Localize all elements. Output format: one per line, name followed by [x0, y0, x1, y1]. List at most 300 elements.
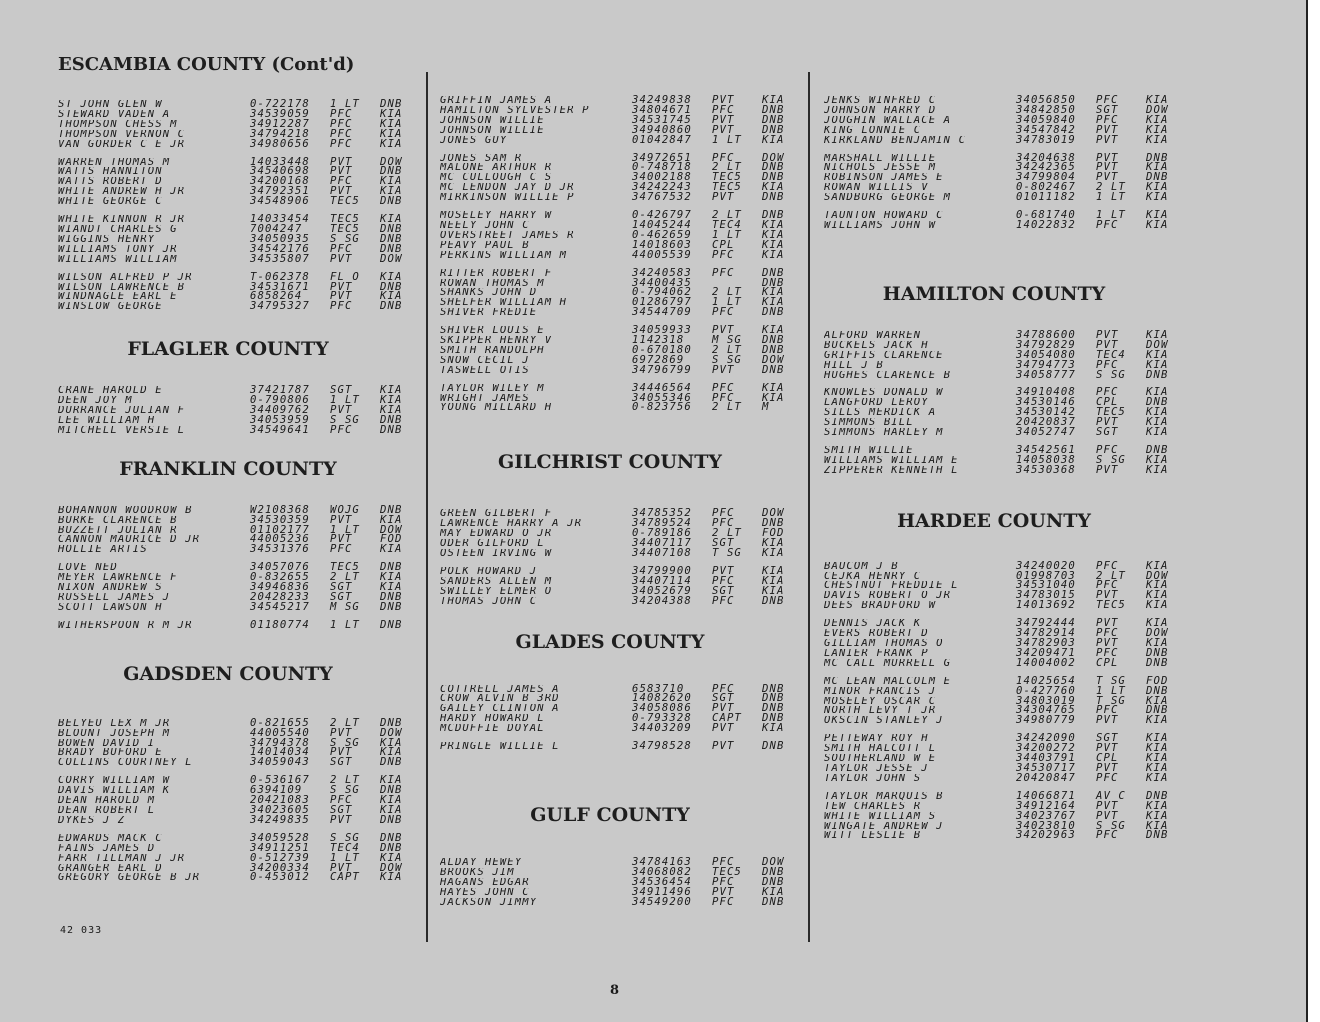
- entry-name: WHITE GEORGE C: [58, 197, 163, 208]
- entry-group: [824, 734, 1184, 784]
- entry-name: HOLLIE ARTIS: [58, 545, 148, 556]
- entry-rank: PFC: [1096, 94, 1119, 106]
- entry-name: OVERSTREET JAMES R: [440, 230, 575, 241]
- casualty-entry: [824, 133, 1184, 146]
- entry-status: KIA: [762, 722, 785, 735]
- entry-name: HUGHES CLARENCE B: [824, 370, 952, 381]
- page-edge: [1306, 0, 1320, 1022]
- county-heading: FRANKLIN COUNTY: [119, 457, 337, 480]
- entry-serial-number: 34549200: [632, 895, 692, 908]
- entry-serial-number: 34549641: [250, 423, 310, 436]
- casualty-entry: [440, 228, 800, 241]
- entry-rank: PVT: [1096, 416, 1119, 429]
- county-heading: GULF COUNTY: [530, 803, 690, 826]
- entry-serial-number: 34785352: [632, 507, 692, 520]
- entry-status: DNB: [762, 191, 785, 204]
- casualty-entry: [824, 706, 1184, 716]
- casualty-entry: [824, 619, 1184, 629]
- entry-rank: TEC5: [330, 195, 360, 208]
- entry-name: CORRY WILLIAM W: [58, 776, 171, 787]
- entry-rank: PVT: [712, 113, 735, 126]
- entry-name: DEEN JOY M: [58, 396, 133, 407]
- entry-serial-number: 34059840: [1016, 113, 1076, 126]
- entry-name: BROOKS JIM: [440, 867, 515, 878]
- casualty-entry: [58, 280, 418, 293]
- entry-serial-number: 44005236: [250, 533, 310, 546]
- entry-serial-number: 34059528: [250, 831, 310, 844]
- column-divider-1: [426, 72, 428, 942]
- entry-rank: PVT: [1096, 328, 1119, 341]
- casualty-entry: [824, 418, 1184, 428]
- entry-status: KIA: [1146, 406, 1169, 419]
- entry-rank: 2 LT: [330, 774, 360, 787]
- entry-serial-number: 34200334: [250, 861, 310, 874]
- entry-status: KIA: [380, 137, 403, 150]
- entry-rank: PVT: [1096, 799, 1119, 812]
- casualty-entry: [824, 629, 1184, 639]
- casualty-entry: [440, 714, 800, 724]
- entry-rank: PFC: [330, 543, 353, 556]
- entry-serial-number: 34788600: [1016, 328, 1076, 341]
- entry-serial-number: 14022832: [1016, 218, 1076, 231]
- casualty-entry: [440, 885, 800, 898]
- entry-status: FOD: [1146, 674, 1169, 687]
- entry-serial-number: 34539059: [250, 107, 310, 120]
- casualty-entry: [440, 288, 800, 298]
- casualty-entry: [58, 523, 418, 536]
- entry-serial-number: 34795327: [250, 300, 310, 313]
- entry-status: KIA: [1146, 617, 1169, 630]
- entry-group: [58, 503, 418, 556]
- entry-rank: PVT: [1096, 171, 1119, 184]
- entry-serial-number: 34912287: [250, 117, 310, 130]
- entry-status: DNB: [380, 756, 403, 769]
- entry-name: THOMPSON CHESS M: [58, 119, 178, 130]
- entry-name: MC LEAN MALCOLM E: [824, 676, 952, 687]
- casualty-entry: [440, 151, 800, 164]
- entry-rank: PFC: [712, 391, 735, 404]
- entry-name: RUSSELL JAMES J: [58, 593, 171, 603]
- entry-group: [58, 618, 418, 631]
- casualty-entry: [440, 539, 800, 549]
- entry-rank: SGT: [712, 584, 735, 597]
- casualty-entry: [824, 453, 1184, 466]
- entry-serial-number: 34798528: [632, 740, 692, 753]
- entry-status: DNB: [762, 865, 785, 878]
- entry-status: DNB: [1146, 171, 1169, 184]
- casualty-entry: [824, 358, 1184, 371]
- casualty-entry: [58, 736, 418, 749]
- entry-status: KIA: [762, 574, 785, 587]
- entry-group: [440, 682, 800, 735]
- entry-name: WILLIAMS JOHN W: [824, 220, 937, 231]
- entry-status: DNB: [1146, 789, 1169, 802]
- entry-status: KIA: [380, 290, 403, 303]
- entry-name: SMITH HALCOTT L: [824, 744, 937, 755]
- entry-rank: TEC5: [712, 865, 742, 878]
- entry-serial-number: 01180774: [250, 618, 310, 631]
- entry-rank: PVT: [330, 252, 353, 265]
- entry-name: DAVIS WILLIAM K: [58, 786, 171, 797]
- entry-rank: S SG: [330, 784, 360, 797]
- entry-status: KIA: [380, 175, 403, 188]
- entry-name: HAMILTON SYLVESTER P: [440, 105, 590, 116]
- entry-name: TAYLOR WILEY M: [440, 383, 545, 394]
- county-section: [440, 421, 800, 606]
- county-section: [824, 96, 1184, 231]
- entry-status: DOW: [762, 855, 785, 868]
- entry-rank: 1 LT: [712, 228, 742, 241]
- entry-status: KIA: [762, 381, 785, 394]
- entry-rank: S SG: [712, 353, 742, 366]
- casualty-entry: [824, 443, 1184, 456]
- entry-rank: SGT: [330, 591, 353, 603]
- entry-name: YOUNG MILLARD H: [440, 403, 553, 414]
- casualty-entry: [824, 338, 1184, 351]
- entry-rank: CPL: [1096, 656, 1119, 669]
- entry-name: WILLIAMS TONY JR: [58, 244, 178, 255]
- page-number: 8: [610, 983, 620, 998]
- entry-rank: 1 LT: [712, 133, 742, 146]
- entry-status: KIA: [762, 218, 785, 231]
- entry-name: MARSHALL WILLIE: [824, 153, 937, 164]
- casualty-entry: [58, 545, 418, 555]
- casualty-entry: [824, 463, 1184, 476]
- entry-name: LANIER FRANK P: [824, 648, 929, 659]
- entry-serial-number: 34912164: [1016, 799, 1076, 812]
- entry-rank: PVT: [1096, 338, 1119, 351]
- entry-rank: PVT: [330, 513, 353, 526]
- entry-rank: TEC5: [1096, 599, 1126, 612]
- entry-serial-number: 34799900: [632, 564, 692, 577]
- entry-status: KIA: [1146, 133, 1169, 146]
- casualty-entry: [58, 137, 418, 150]
- entry-status: KIA: [762, 94, 785, 106]
- entry-group: [824, 674, 1184, 727]
- entry-rank: PFC: [712, 574, 735, 587]
- entry-serial-number: 34842850: [1016, 103, 1076, 116]
- entry-rank: TEC5: [712, 171, 742, 184]
- entry-name: KIRKLAND BENJAMIN C: [824, 135, 967, 146]
- entry-serial-number: 34249835: [250, 813, 310, 826]
- entry-rank: PFC: [712, 895, 735, 908]
- entry-status: KIA: [762, 248, 785, 261]
- entry-group: [440, 326, 800, 376]
- entry-group: [440, 211, 800, 261]
- county-section: [58, 320, 418, 436]
- casualty-entry: [58, 177, 418, 187]
- entry-name: LOVE NED: [58, 563, 118, 574]
- entry-serial-number: 34059043: [250, 756, 310, 769]
- entry-status: KIA: [380, 117, 403, 130]
- entry-rank: PFC: [1096, 559, 1119, 572]
- entry-status: DOW: [1146, 627, 1169, 640]
- casualty-entry: [824, 96, 1184, 106]
- entry-name: MALONE ARTHUR R: [440, 163, 553, 174]
- entry-name: GREEN GILBERT F: [440, 509, 553, 520]
- entry-group: [58, 270, 418, 313]
- entry-status: DNB: [762, 712, 785, 725]
- entry-rank: SGT: [1096, 426, 1119, 439]
- entry-name: DURRANCE JULIAN F: [58, 406, 186, 416]
- entry-status: DNB: [762, 682, 785, 695]
- entry-serial-number: 34783015: [1016, 589, 1076, 602]
- entry-name: BOWEN DAVID I: [58, 738, 156, 749]
- entry-rank: PVT: [1096, 637, 1119, 649]
- entry-name: MEYER LAWRENCE F: [58, 573, 178, 584]
- casualty-entry: [440, 584, 800, 597]
- entry-serial-number: 34055346: [632, 391, 692, 404]
- entry-status: KIA: [1146, 113, 1169, 126]
- entry-rank: PVT: [1096, 714, 1119, 727]
- entry-serial-number: 0-670180: [632, 343, 692, 356]
- entry-status: KIA: [1146, 161, 1169, 174]
- casualty-entry: [824, 569, 1184, 582]
- entry-group: [824, 789, 1184, 842]
- entry-name: ALFORD WARREN: [824, 330, 922, 341]
- entry-serial-number: 34204388: [632, 594, 692, 607]
- entry-serial-number: 34249838: [632, 94, 692, 106]
- entry-name: LEE WILLIAM H: [58, 415, 156, 426]
- entry-rank: TEC5: [1096, 406, 1126, 419]
- entry-serial-number: 34530142: [1016, 406, 1076, 419]
- entry-serial-number: 34794378: [250, 736, 310, 749]
- entry-rank: PFC: [712, 248, 735, 261]
- casualty-entry: [440, 326, 800, 336]
- entry-status: DNB: [380, 841, 403, 854]
- entry-serial-number: 34052679: [632, 584, 692, 597]
- entry-name: NORTH LEVY T JR: [824, 706, 937, 717]
- entry-serial-number: 01286797: [632, 296, 692, 309]
- entry-serial-number: 34407108: [632, 547, 692, 559]
- entry-rank: PFC: [330, 117, 353, 130]
- entry-name: MAY EDWARD O JR: [440, 529, 553, 540]
- entry-rank: PFC: [712, 266, 735, 279]
- entry-status: KIA: [1146, 742, 1169, 755]
- casualty-entry: [440, 123, 800, 136]
- casualty-entry: [58, 396, 418, 406]
- entry-rank: SGT: [330, 756, 353, 769]
- entry-name: GAILEY CLINTON A: [440, 704, 560, 715]
- entry-serial-number: 34782914: [1016, 627, 1076, 640]
- casualty-entry: [824, 328, 1184, 341]
- entry-name: JENKS WINFRED C: [824, 96, 937, 106]
- entry-serial-number: 34209471: [1016, 646, 1076, 659]
- entry-status: KIA: [1146, 819, 1169, 832]
- casualty-entry: [440, 96, 800, 106]
- entry-status: DNB: [380, 195, 403, 208]
- entry-group: [824, 151, 1184, 204]
- entry-group: [440, 564, 800, 607]
- entry-serial-number: 01011182: [1016, 191, 1076, 204]
- entry-status: DNB: [762, 161, 785, 174]
- entry-name: PERKINS WILLIAM M: [440, 250, 568, 261]
- casualty-entry: [440, 694, 800, 704]
- entry-name: JOHNSON HARRY D: [824, 105, 937, 116]
- entry-serial-number: 0-821655: [250, 716, 310, 729]
- entry-rank: 2 LT: [330, 571, 360, 584]
- entry-serial-number: 34545217: [250, 600, 310, 613]
- entry-rank: 2 LT: [330, 716, 360, 729]
- entry-status: KIA: [1146, 358, 1169, 371]
- entry-group: [58, 386, 418, 436]
- casualty-entry: [440, 113, 800, 126]
- casualty-entry: [58, 618, 418, 631]
- entry-status: KIA: [1146, 386, 1169, 399]
- entry-name: FARR TILLMAN J JR: [58, 853, 186, 864]
- entry-name: GRIFFIN JAMES A: [440, 96, 553, 106]
- entry-status: DNB: [762, 517, 785, 530]
- entry-rank: WOJG: [330, 503, 360, 516]
- entry-rank: 1 LT: [1096, 191, 1126, 204]
- entry-rank: SGT: [712, 692, 735, 705]
- entry-rank: PFC: [1096, 646, 1119, 659]
- entry-rank: PFC: [712, 855, 735, 868]
- entry-group: [58, 563, 418, 613]
- entry-serial-number: 34784163: [632, 855, 692, 868]
- entry-rank: 2 LT: [712, 527, 742, 540]
- entry-name: CEJKA HENRY C: [824, 571, 922, 582]
- entry-status: KIA: [1146, 694, 1169, 707]
- casualty-entry: [58, 270, 418, 283]
- casualty-entry: [58, 222, 418, 235]
- casualty-entry: [58, 197, 418, 207]
- entry-group: [824, 443, 1184, 476]
- entry-status: KIA: [762, 564, 785, 577]
- entry-rank: SGT: [330, 384, 353, 397]
- entry-rank: PVT: [330, 726, 353, 739]
- entry-rank: PFC: [712, 306, 735, 319]
- casualty-entry: [440, 103, 800, 116]
- entry-status: KIA: [380, 394, 403, 407]
- entry-rank: PFC: [330, 175, 353, 188]
- entry-rank: 1 LT: [330, 98, 360, 110]
- casualty-entry: [440, 895, 800, 908]
- casualty-entry: [824, 428, 1184, 438]
- entry-serial-number: 0-789186: [632, 527, 692, 540]
- entry-status: KIA: [380, 571, 403, 584]
- entry-serial-number: 0-790806: [250, 394, 310, 407]
- entry-serial-number: 34242243: [632, 181, 692, 194]
- entry-name: BAUCOM J B: [824, 561, 899, 572]
- entry-status: KIA: [1146, 209, 1169, 222]
- casualty-entry: [58, 535, 418, 545]
- entry-serial-number: 14025654: [1016, 674, 1076, 687]
- entry-name: SHELFER WILLIAM H: [440, 298, 568, 309]
- entry-status: DNB: [380, 423, 403, 436]
- entry-status: DOW: [380, 155, 403, 168]
- entry-rank: PVT: [330, 155, 353, 168]
- entry-group: [824, 559, 1184, 612]
- entry-status: DOW: [380, 252, 403, 265]
- entry-serial-number: 0-427760: [1016, 684, 1076, 697]
- entry-status: DNB: [380, 784, 403, 797]
- entry-serial-number: 20428233: [250, 591, 310, 603]
- entry-name: GREGORY GEORGE B JR: [58, 873, 201, 884]
- casualty-entry: [824, 408, 1184, 418]
- entry-name: WILLIAMS WILLIAM: [58, 254, 178, 265]
- casualty-entry: [440, 519, 800, 529]
- casualty-entry: [58, 593, 418, 603]
- entry-rank: PVT: [1096, 123, 1119, 136]
- entry-rank: T SG: [712, 547, 742, 559]
- entry-status: DOW: [762, 353, 785, 366]
- entry-rank: PFC: [712, 151, 735, 164]
- entry-name: WRIGHT JAMES: [440, 393, 530, 404]
- casualty-entry: [58, 776, 418, 786]
- entry-status: KIA: [380, 185, 403, 198]
- entry-serial-number: 34059933: [632, 324, 692, 337]
- entry-serial-number: 6583710: [632, 682, 685, 695]
- casualty-entry: [824, 193, 1184, 203]
- entry-serial-number: 0-453012: [250, 871, 310, 884]
- entry-status: KIA: [762, 238, 785, 251]
- casualty-entry: [58, 242, 418, 255]
- casualty-entry: [824, 831, 1184, 841]
- casualty-entry: [824, 694, 1184, 707]
- entry-rank: PVT: [330, 165, 353, 178]
- entry-serial-number: 34530717: [1016, 761, 1076, 774]
- casualty-entry: [440, 343, 800, 356]
- entry-rank: 2 LT: [712, 209, 742, 222]
- entry-name: CANNON MAURICE D JR: [58, 535, 201, 546]
- entry-status: DNB: [762, 266, 785, 279]
- entry-name: CROW ALVIN B 3RD: [440, 694, 560, 705]
- entry-status: KIA: [1146, 752, 1169, 765]
- casualty-entry: [440, 574, 800, 587]
- entry-name: HAYES JOHN C: [440, 887, 530, 898]
- entry-rank: PFC: [330, 127, 353, 140]
- entry-status: KIA: [1146, 94, 1169, 106]
- entry-serial-number: 0-832655: [250, 571, 310, 584]
- entry-status: DNB: [1146, 443, 1169, 456]
- entry-serial-number: 0-794062: [632, 286, 692, 299]
- entry-name: ROWAN THOMAS M: [440, 278, 545, 289]
- entry-status: KIA: [380, 774, 403, 787]
- entry-rank: PFC: [1096, 704, 1119, 717]
- entry-name: BUCKELS JACK H: [824, 340, 929, 351]
- entry-name: WINSLOW GEORGE: [58, 302, 163, 313]
- casualty-entry: [58, 748, 418, 758]
- entry-name: OSTEEN IRVING W: [440, 549, 553, 559]
- entry-status: DNB: [762, 594, 785, 607]
- entry-serial-number: 34242090: [1016, 732, 1076, 745]
- page-title: ESCAMBIA COUNTY (Cont'd): [58, 54, 355, 75]
- entry-name: BUZZETT JULIAN R: [58, 525, 178, 536]
- entry-name: JOHNSON WILLIE: [440, 115, 545, 126]
- entry-status: DNB: [380, 242, 403, 255]
- entry-name: HILL J B: [824, 360, 884, 371]
- entry-rank: PVT: [712, 702, 735, 715]
- entry-status: KIA: [380, 871, 403, 884]
- entry-rank: SGT: [330, 581, 353, 594]
- entry-name: BRADY BUFORD E: [58, 748, 163, 759]
- entry-status: KIA: [1146, 348, 1169, 361]
- county-heading: GLADES COUNTY: [515, 630, 705, 653]
- casualty-entry: [440, 682, 800, 695]
- casualty-entry: [58, 107, 418, 120]
- casualty-entry: [440, 564, 800, 577]
- casualty-entry: [58, 406, 418, 416]
- entry-serial-number: T-062378: [250, 270, 310, 283]
- entry-rank: PFC: [1096, 829, 1119, 842]
- entry-name: SMITH RANDOLPH: [440, 345, 545, 356]
- entry-rank: PVT: [712, 94, 735, 106]
- casualty-entry: [824, 754, 1184, 764]
- entry-name: GRANGER EARL D: [58, 863, 163, 874]
- casualty-entry: [824, 684, 1184, 697]
- entry-name: WILSON ALFRED P JR: [58, 272, 193, 283]
